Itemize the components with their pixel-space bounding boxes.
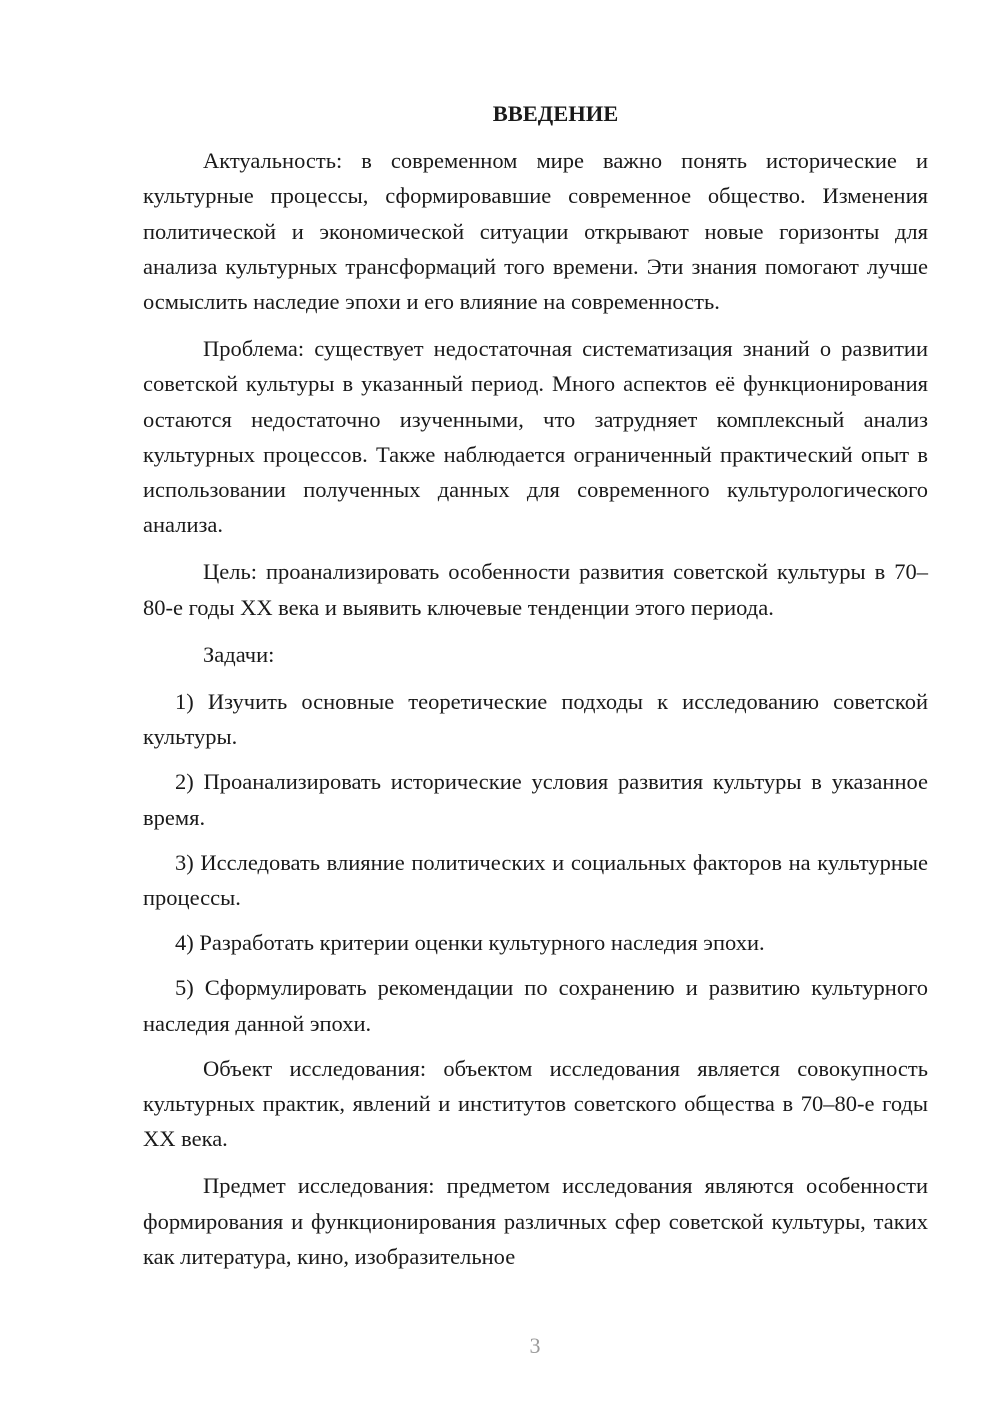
paragraph-subject: Предмет исследования: предметом исследования являются особенности формирования и функционирования различных сфер советской культуры, таких как литература, кино, изобразительное xyxy=(143,1173,928,1269)
paragraph-goal: Цель: проанализировать особенности развития советской культуры в 70–80-е годы XX века и выявить ключевые тенденции этого периода. xyxy=(143,559,928,620)
task-item: 1) Изучить основные теоретические подходы к исследованию советской культуры. xyxy=(143,689,928,750)
task-item: 4) Разработать критерии оценки культурного наследия эпохи. xyxy=(175,930,765,956)
paragraph-object: Объект исследования: объектом исследования является совокупность культурных практик, явлений и институтов советского общества в 70–80-е годы XX века. xyxy=(143,1055,928,1152)
task-list xyxy=(143,684,928,1041)
section-heading: ВВЕДЕНИЕ xyxy=(492,101,619,126)
paragraph-tasks-label: Задачи: xyxy=(203,641,275,667)
paragraph-problem: Проблема: существует недостаточная систематизация знаний о развитии советской культуры в указанный период. Много аспектов её функционирования остаются недостаточно изученными, что затрудняет комплексный анализ культурных процессов. Также наблюдается ограниченный практический опыт в использовании полученных данных для современного культурологического анализа. xyxy=(143,336,928,538)
page-content xyxy=(143,96,928,1286)
task-item: 3) Исследовать влияние политических и социальных факторов на культурные процессы. xyxy=(143,849,928,911)
page-number: 3 xyxy=(529,1333,541,1358)
paragraph-relevance: Актуальность: в современном мире важно понять исторические и культурные процессы, сформировавшие современное общество. Изменения политической и экономической ситуации открывают новые горизонты для анализа культурных трансформаций того времени. Эти знания помогают лучше осмыслить наследие эпохи и его влияние на современность. xyxy=(143,148,928,315)
task-item: 2) Проанализировать исторические условия развития культуры в указанное время. xyxy=(143,769,928,830)
task-item: 5) Сформулировать рекомендации по сохранению и развитию культурного наследия данной эпохи. xyxy=(143,975,928,1036)
